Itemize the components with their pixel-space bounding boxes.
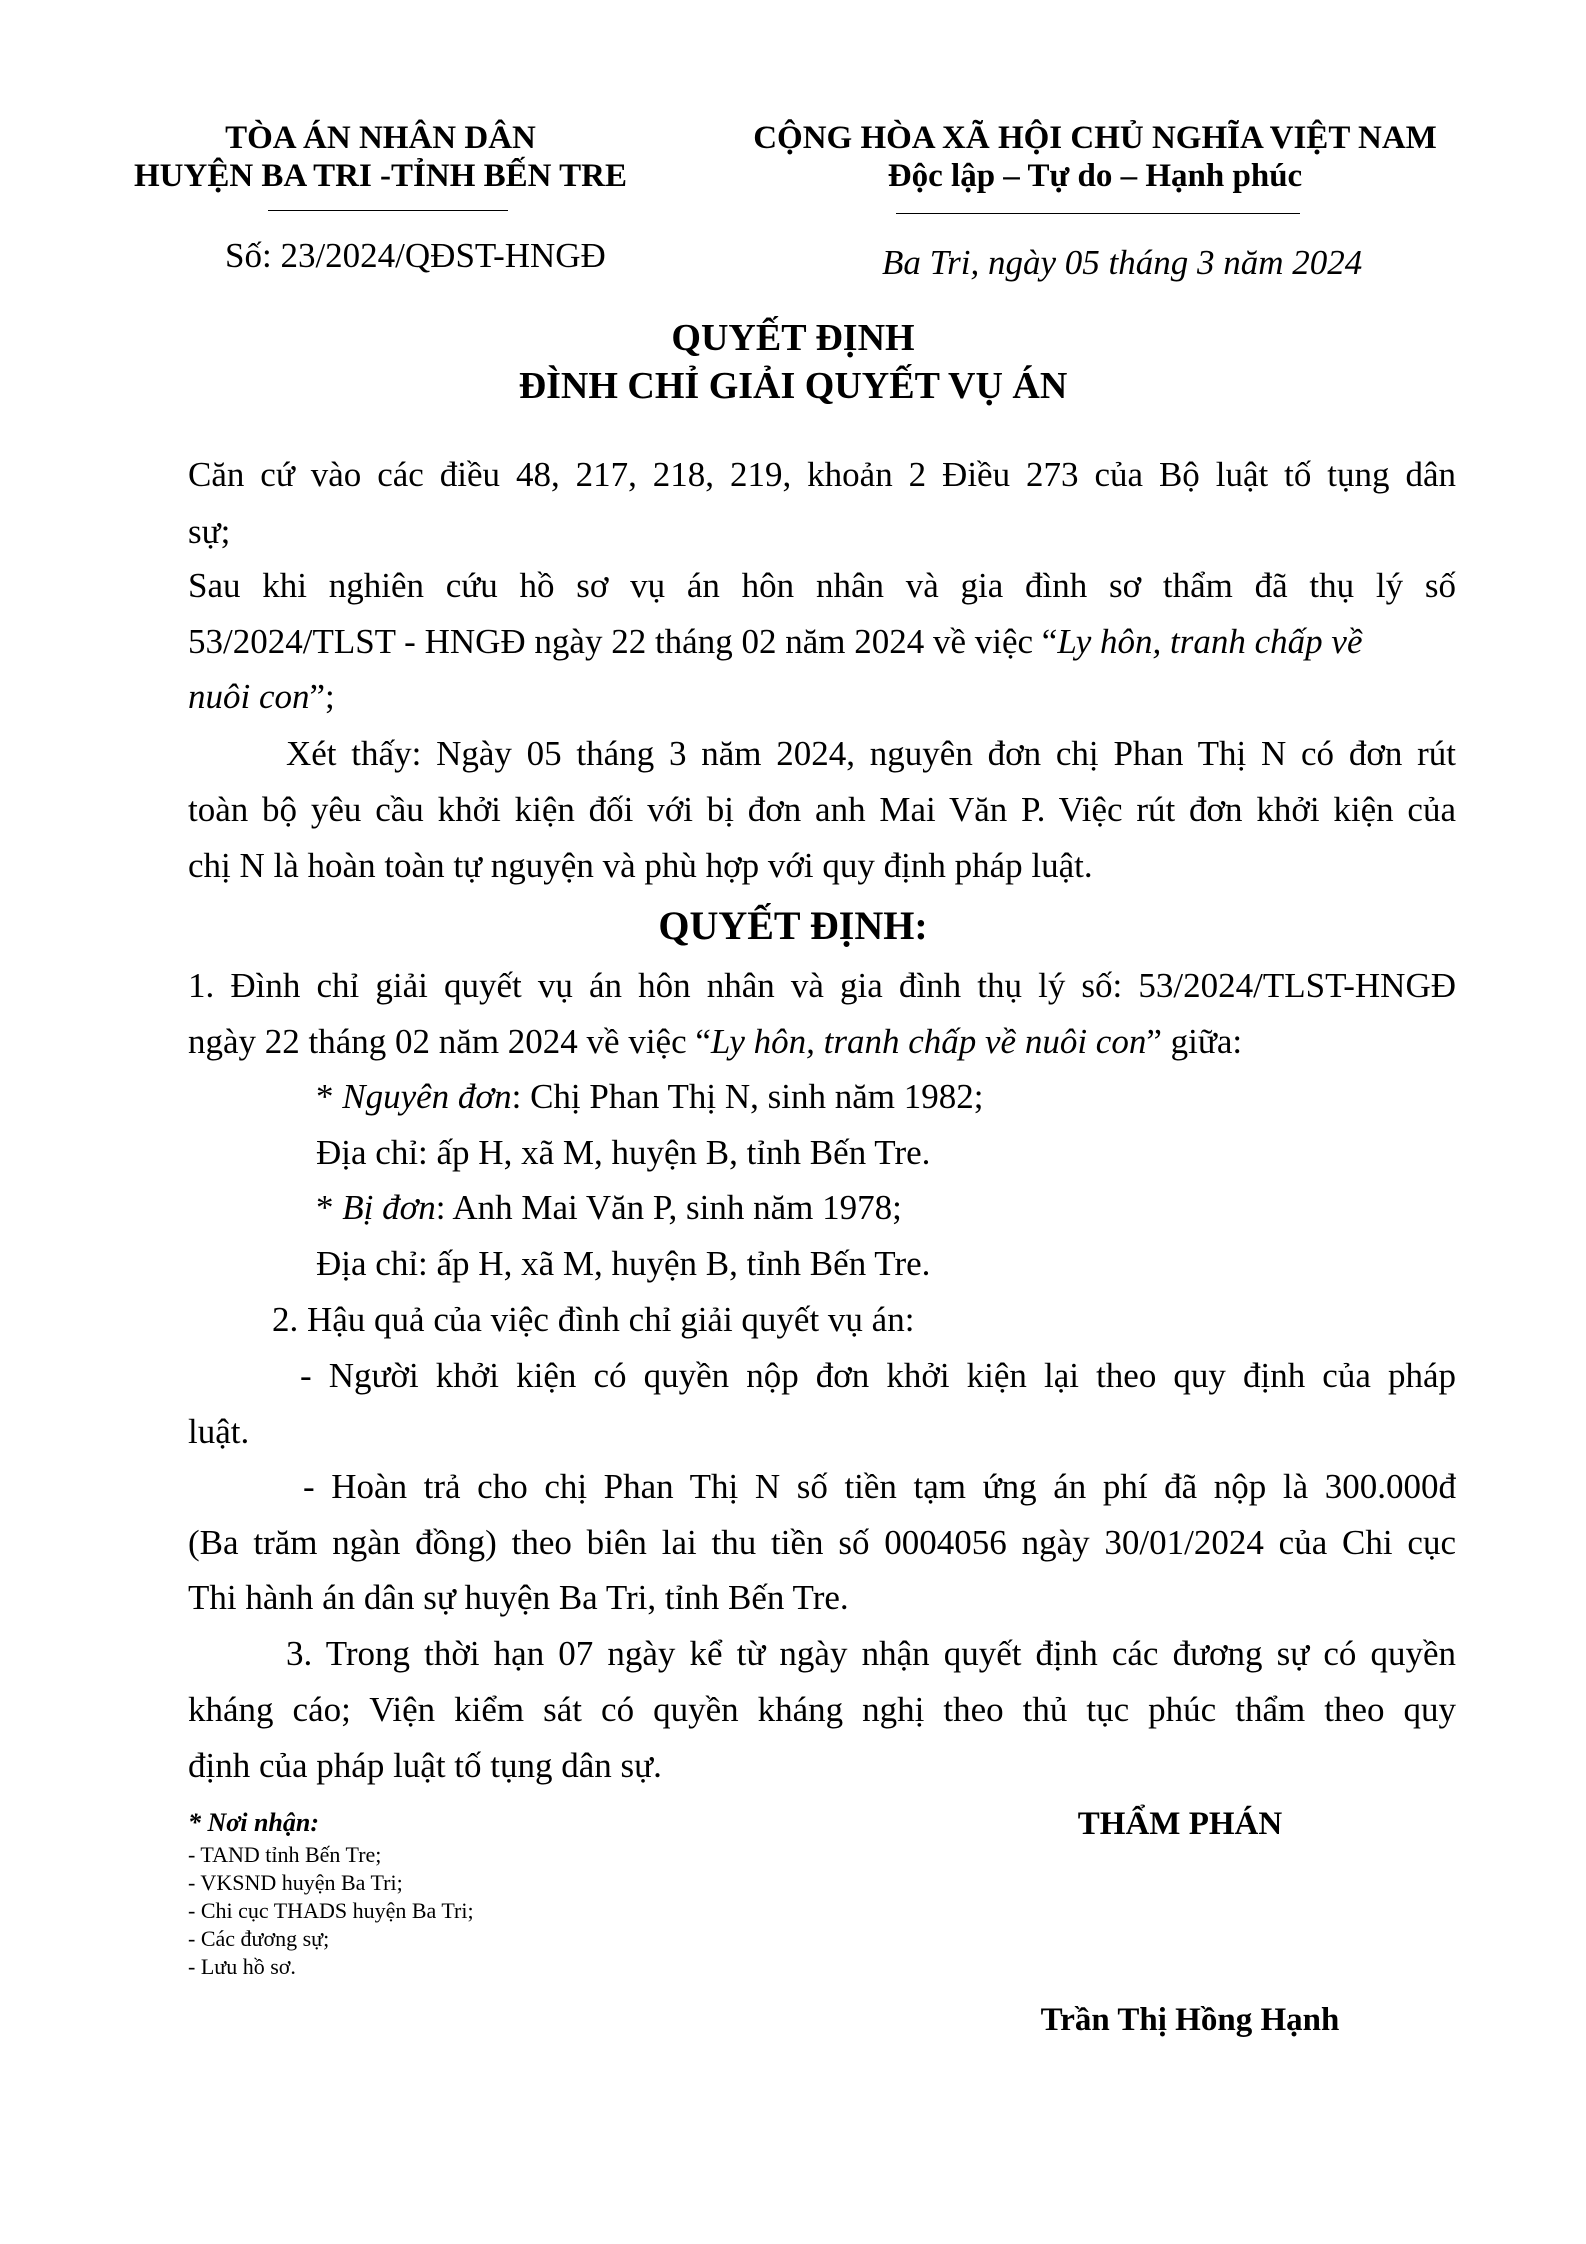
item2a-line: - Người khởi kiện có quyền nộp đơn khởi kiện lại theo quy định của pháp (300, 1356, 1456, 1395)
item3-line: định của pháp luật tố tụng dân sự. (188, 1746, 662, 1785)
case-review-line (188, 622, 1363, 662)
issue-date: Ba Tri, ngày 05 tháng 3 năm 2024 (882, 243, 1363, 282)
court-name: TÒA ÁN NHÂN DÂN (225, 120, 536, 156)
findings-line: Xét thấy: Ngày 05 tháng 3 năm 2024, nguyên đơn chị Phan Thị N có đơn rút (286, 734, 1456, 773)
item2a-line: luật. (188, 1412, 250, 1451)
motto-underline (896, 213, 1300, 214)
item1-text: ngày 22 tháng 02 năm 2024 về việc “ (188, 1022, 711, 1061)
court-location: HUYỆN BA TRI -TỈNH BẾN TRE (134, 158, 627, 194)
recipient-item: - Chi cục THADS huyện Ba Tri; (188, 1898, 474, 1923)
item1-line (188, 1022, 1242, 1062)
item1-text: ” giữa: (1146, 1022, 1243, 1061)
item2b-line: - Hoàn trả cho chị Phan Thị N số tiền tạm ứng án phí đã nộp là 300.000đ (303, 1467, 1456, 1506)
item2b-line: Thi hành án dân sự huyện Ba Tri, tỉnh Bến Tre. (188, 1578, 849, 1617)
case-review-line: Sau khi nghiên cứu hồ sơ vụ án hôn nhân và gia đình sơ thẩm đã thụ lý số (188, 566, 1456, 605)
recipient-item: - VKSND huyện Ba Tri; (188, 1870, 403, 1895)
decision-number: Số: 23/2024/QĐST-HNGĐ (225, 236, 606, 275)
plaintiff-bullet: * (316, 1077, 343, 1116)
national-motto: Độc lập – Tự do – Hạnh phúc (887, 158, 1303, 194)
defendant-label: Bị đơn (342, 1188, 436, 1227)
recipient-item: - Các đương sự; (188, 1926, 330, 1951)
case-subject: Ly hôn, tranh chấp về (1057, 622, 1363, 661)
country-name: CỘNG HÒA XÃ HỘI CHỦ NGHĨA VIỆT NAM (753, 120, 1437, 156)
item2b-line: (Ba trăm ngàn đồng) theo biên lai thu tiền số 0004056 ngày 30/01/2024 của Chi cục (188, 1523, 1456, 1562)
item2-heading: 2. Hậu quả của việc đình chỉ giải quyết vụ án: (272, 1300, 915, 1339)
case-subject: Ly hôn, tranh chấp về nuôi con (710, 1022, 1147, 1061)
defendant-bullet: * (316, 1188, 343, 1227)
item1-line: 1. Đình chỉ giải quyết vụ án hôn nhân và gia đình thụ lý số: 53/2024/TLST-HNGĐ (188, 966, 1456, 1005)
item3-line: kháng cáo; Viện kiểm sát có quyền kháng nghị theo thủ tục phúc thẩm theo quy (188, 1690, 1456, 1729)
defendant-value: : Anh Mai Văn P, sinh năm 1978; (435, 1188, 902, 1227)
signer-name: Trần Thị Hồng Hạnh (1040, 2002, 1340, 2038)
case-subject: nuôi con (188, 677, 310, 716)
findings-line: toàn bộ yêu cầu khởi kiện đối với bị đơn anh Mai Văn P. Việc rút đơn khởi kiện của (188, 790, 1456, 829)
defendant-address: Địa chỉ: ấp H, xã M, huyện B, tỉnh Bến Tre. (316, 1244, 931, 1283)
item3-line: 3. Trong thời hạn 07 ngày kể từ ngày nhận quyết định các đương sự có quyền (286, 1634, 1456, 1673)
document-title: QUYẾT ĐỊNH (671, 317, 915, 359)
legal-basis-line: Căn cứ vào các điều 48, 217, 218, 219, khoản 2 Điều 273 của Bộ luật tố tụng dân (188, 455, 1456, 494)
recipient-item: - TAND tỉnh Bến Tre; (188, 1842, 382, 1867)
recipient-item: - Lưu hồ sơ. (188, 1954, 296, 1979)
recipients-heading: * Nơi nhận: (188, 1808, 319, 1837)
case-review-text: ”; (309, 677, 335, 716)
legal-basis-line: sự; (188, 512, 231, 551)
defendant-line (316, 1188, 902, 1228)
case-review-text: 53/2024/TLST - HNGĐ ngày 22 tháng 02 năm 2024 về việc “ (188, 622, 1058, 661)
findings-line: chị N là hoàn toàn tự nguyện và phù hợp với quy định pháp luật. (188, 846, 1093, 885)
plaintiff-value: : Chị Phan Thị N, sinh năm 1982; (511, 1077, 984, 1116)
plaintiff-address: Địa chỉ: ấp H, xã M, huyện B, tỉnh Bến Tre. (316, 1133, 931, 1172)
court-underline (268, 210, 508, 211)
plaintiff-line (316, 1077, 983, 1117)
decision-heading: QUYẾT ĐỊNH: (658, 903, 928, 948)
signer-role: THẨM PHÁN (1077, 1806, 1283, 1842)
plaintiff-label: Nguyên đơn (342, 1077, 512, 1116)
document-subtitle: ĐÌNH CHỈ GIẢI QUYẾT VỤ ÁN (518, 365, 1068, 407)
case-review-line (188, 677, 335, 717)
